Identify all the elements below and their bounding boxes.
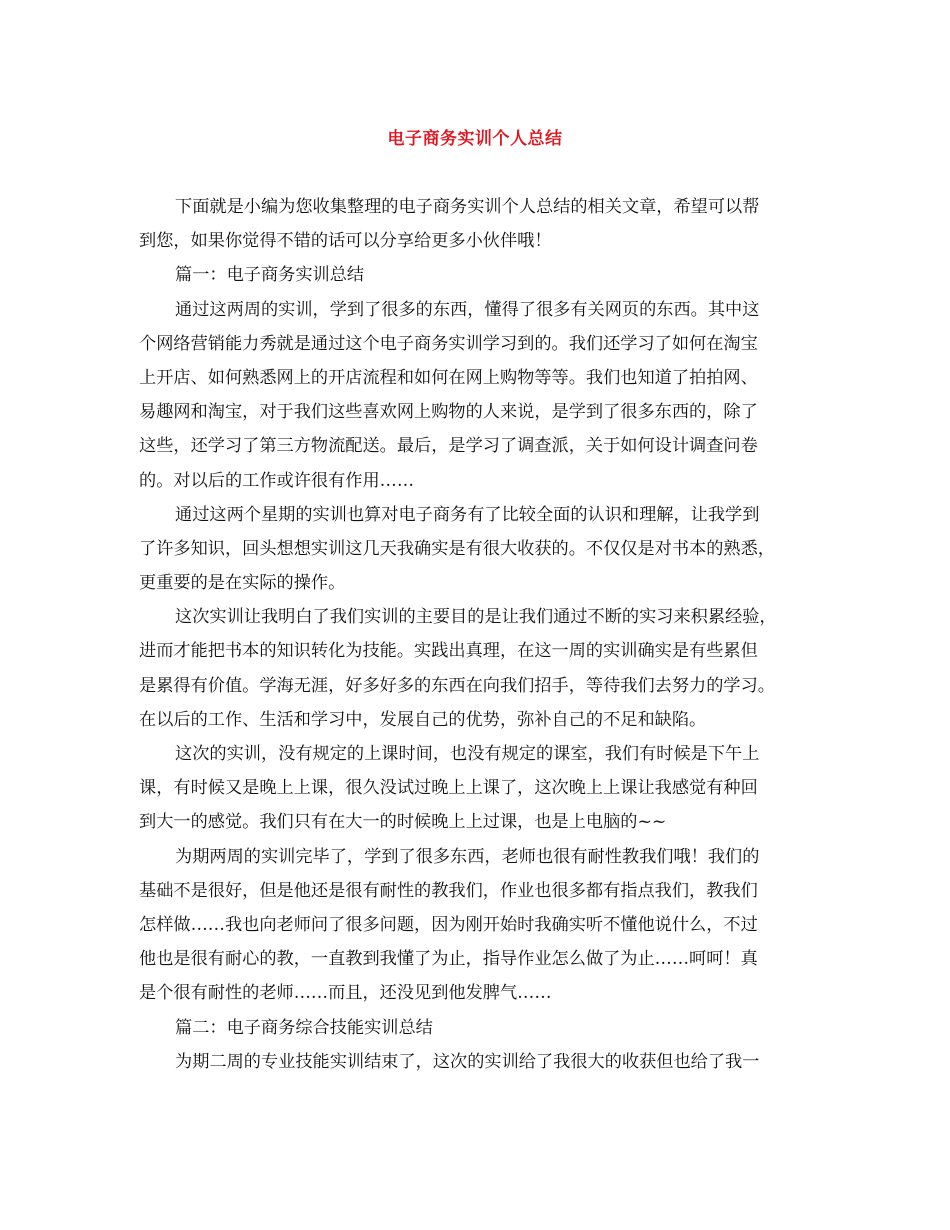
text-line: 通过这两个星期的实训也算对电子商务有了比较全面的认识和理解，让我学到 (175, 504, 760, 525)
document-body (139, 190, 829, 1079)
text-line: 他也是很有耐心的教，一直教到我懂了为止，指导作业怎么做了为止……呵呵！真 (139, 949, 758, 970)
text-line: 下面就是小编为您收集整理的电子商务实训个人总结的相关文章，希望可以帮 (175, 197, 760, 217)
text-line: 是个很有耐性的老师……而且，还没见到他发脾气…… (139, 983, 552, 1004)
text-line: 进而才能把书本的知识转化为技能。实践出真理，在这一周的实训确实是有些累但 (139, 641, 758, 662)
text-line: 易趣网和淘宝，对于我们这些喜欢网上购物的人来说，是学到了很多东西的，除了 (139, 402, 758, 423)
text-line: 课，有时候又是晚上上课，很久没试过晚上上课了，这次晚上上课让我感觉有种回 (139, 778, 758, 799)
text-line: 这次的实训，没有规定的上课时间，也没有规定的课室，我们有时候是下午上 (175, 744, 760, 764)
text-line: 到您，如果你觉得不错的话可以分享给更多小伙伴哦！ (139, 231, 552, 252)
text-line: 为期两周的实训完毕了，学到了很多东西，老师也很有耐性教我们哦！我们的 (175, 846, 760, 867)
text-line: 这些，还学习了第三方物流配送。最后，是学习了调查派，关于如何设计调查问卷 (139, 436, 758, 457)
text-line: 基础不是很好，但是他还是很有耐性的教我们，作业也很多都有指点我们，教我们 (139, 880, 758, 901)
text-line: 个网络营销能力秀就是通过这个电子商务实训学习到的。我们还学习了如何在淘宝 (139, 333, 758, 354)
document-title: 电子商务实训个人总结 (387, 129, 563, 149)
text-line: 的。对以后的工作或许很有作用…… (139, 470, 415, 491)
text-line: 上开店、如何熟悉网上的开店流程和如何在网上购物等等。我们也知道了拍拍网、 (139, 367, 758, 388)
text-line: 到大一的感觉。我们只有在大一的时候晚上上过课，也是上电脑的~~ (139, 812, 667, 833)
text-line: 在以后的工作、生活和学习中，发展自己的优势，弥补自己的不足和缺陷。 (139, 709, 707, 730)
text-line: 篇一：电子商务实训总结 (175, 265, 365, 286)
text-line: 了许多知识，回头想想实训这几天我确实是有很大收获的。不仅仅是对书本的熟悉， (139, 538, 775, 559)
text-line: 通过这两周的实训，学到了很多的东西，懂得了很多有关网页的东西。其中这 (175, 299, 760, 320)
text-line: 更重要的是在实际的操作。 (139, 573, 346, 594)
text-line: 怎样做……我也向老师问了很多问题，因为刚开始时我确实听不懂他说什么，不过 (139, 914, 758, 935)
text-line: 篇二：电子商务综合技能实训总结 (175, 1017, 433, 1038)
text-line: 这次实训让我明白了我们实训的主要目的是让我们通过不断的实习来积累经验， (175, 607, 777, 628)
text-line: 是累得有价值。学海无涯，好多好多的东西在向我们招手，等待我们去努力的学习。 (139, 675, 775, 696)
text-line: 为期二周的专业技能实训结束了，这次的实训给了我很大的收获但也给了我一 (175, 1051, 760, 1072)
